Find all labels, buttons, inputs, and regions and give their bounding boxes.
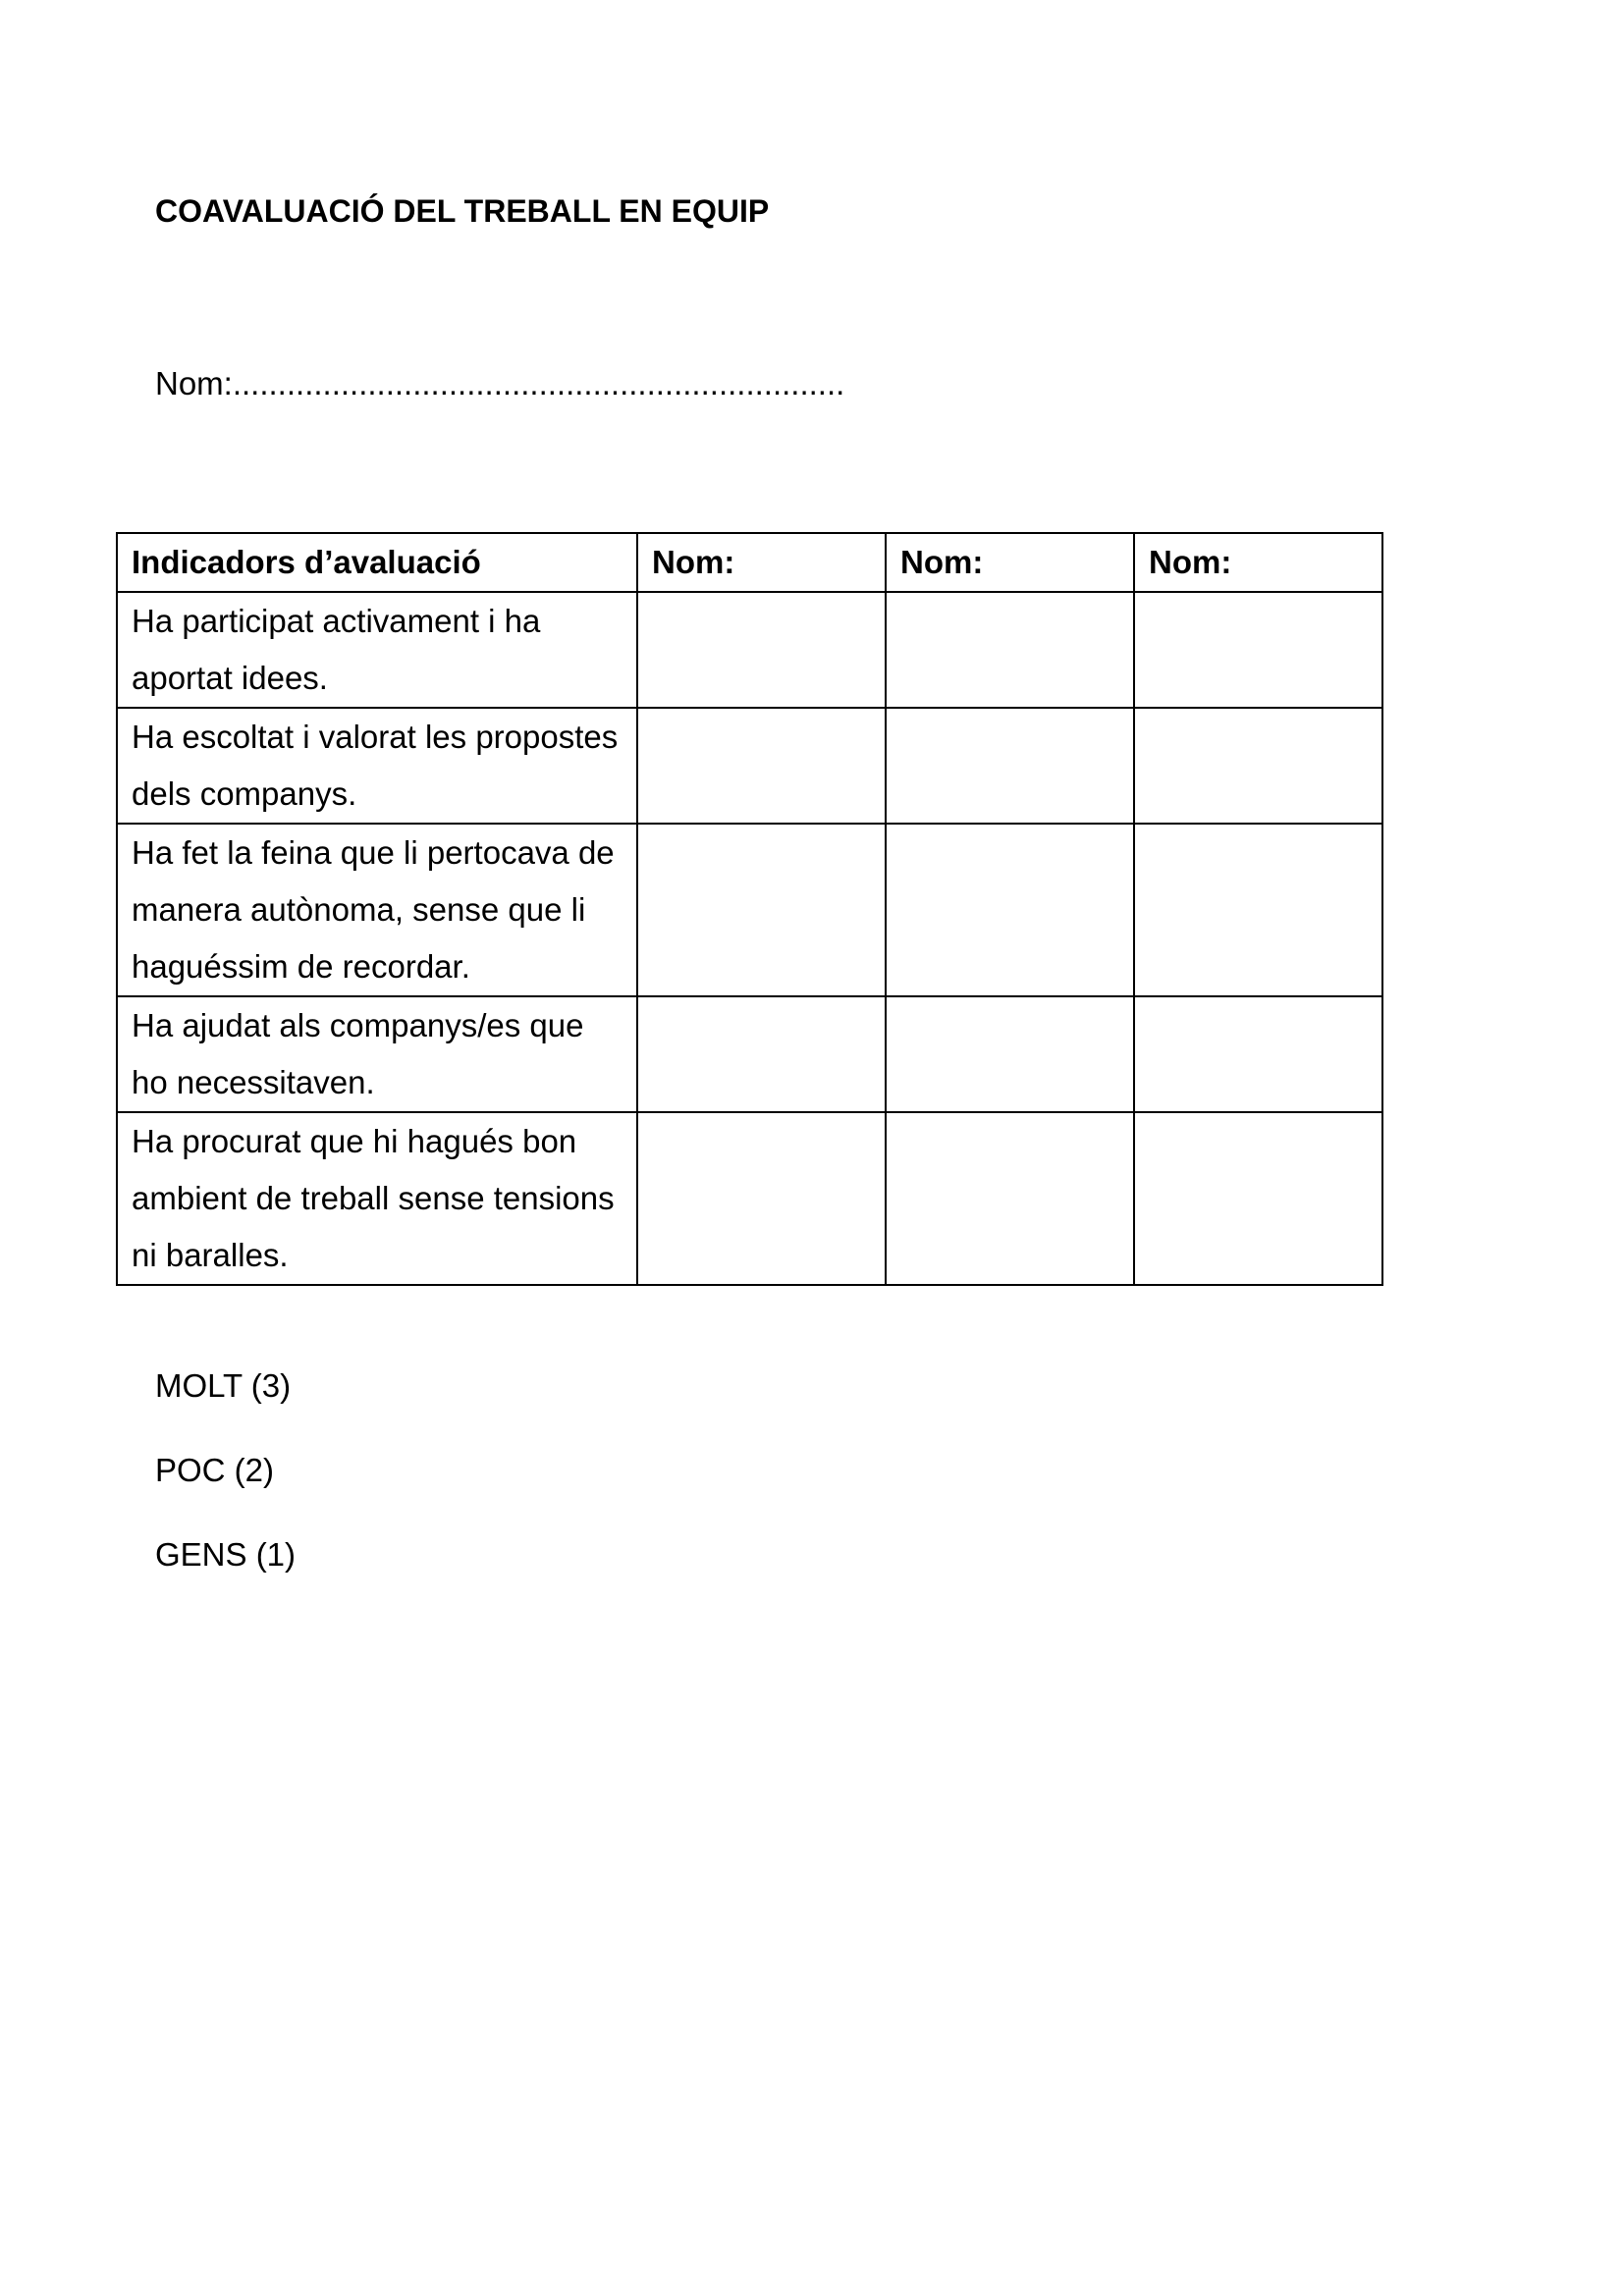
score-cell (1134, 996, 1382, 1112)
header-name-2: Nom: (886, 533, 1134, 592)
header-name-3: Nom: (1134, 533, 1382, 592)
score-cell (1134, 708, 1382, 824)
table-row (117, 996, 1382, 1112)
indicator-cell: Ha participat activament i ha aportat idees. (117, 592, 637, 708)
table-row (117, 592, 1382, 708)
header-name-1: Nom: (637, 533, 886, 592)
document-title: COAVALUACIÓ DEL TREBALL EN EQUIP (155, 193, 770, 229)
score-cell (886, 996, 1134, 1112)
header-indicators: Indicadors d’avaluació (117, 533, 637, 592)
score-cell (637, 708, 886, 824)
indicator-cell: Ha escoltat i valorat les propostes dels companys. (117, 708, 637, 824)
score-cell (886, 592, 1134, 708)
legend-item-poc: POC (2) (155, 1452, 275, 1488)
indicator-cell: Ha fet la feina que li pertocava de manera autònoma, sense que li haguéssim de recordar. (117, 824, 637, 996)
score-cell (637, 592, 886, 708)
indicator-cell: Ha ajudat als companys/es que ho necessitaven. (117, 996, 637, 1112)
student-name-field: Nom:.................................................................... (155, 365, 845, 401)
table-row (117, 708, 1382, 824)
legend-item-molt: MOLT (3) (155, 1367, 292, 1404)
score-cell (886, 1112, 1134, 1285)
score-cell (637, 996, 886, 1112)
table-row (117, 824, 1382, 996)
score-cell (637, 824, 886, 996)
score-cell (886, 708, 1134, 824)
score-cell (1134, 1112, 1382, 1285)
table-header-row (117, 533, 1382, 592)
scoring-legend (155, 1362, 296, 1615)
score-cell (886, 824, 1134, 996)
table-row (117, 1112, 1382, 1285)
evaluation-table (116, 532, 1383, 1286)
score-cell (637, 1112, 886, 1285)
indicator-cell: Ha procurat que hi hagués bon ambient de treball sense tensions ni baralles. (117, 1112, 637, 1285)
score-cell (1134, 592, 1382, 708)
score-cell (1134, 824, 1382, 996)
legend-item-gens: GENS (1) (155, 1536, 297, 1573)
